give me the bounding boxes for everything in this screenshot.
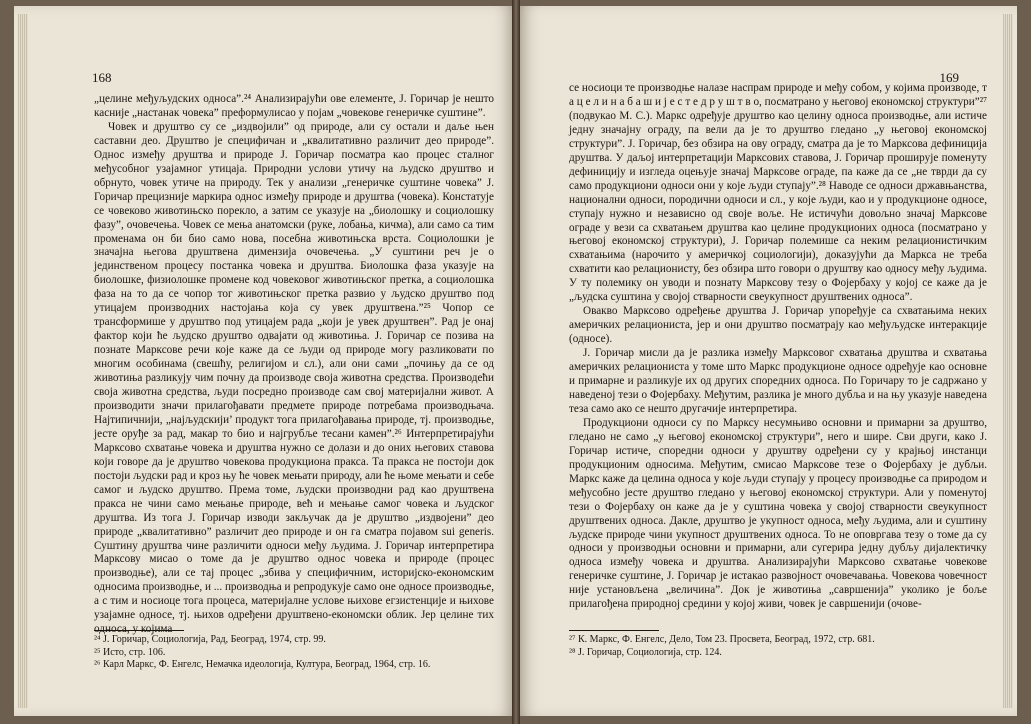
page-number: 169	[939, 70, 959, 85]
paragraph: Ј. Горичар мисли да је разлика између Марксовог схватања друштва и схватања америчких релациониста у томе што Маркс продукционе односе одређује као основне и примарне и разликује их од других споредних односа. По Горичару то је садржано у наведеној тези о Фојербаху. Међутим, разлика је много дубља и на њу указује наведена теза само ако се нешто другачије интерпретира.	[569, 347, 987, 415]
footnotes	[94, 634, 494, 672]
footnote-rule	[569, 630, 659, 631]
page-edge-right	[1003, 14, 1013, 708]
page-edge-left	[18, 14, 28, 708]
right-page	[517, 6, 1017, 716]
footnote: ²⁵ Исто, стр. 106.	[94, 646, 166, 658]
paragraph: Продукциони односи су по Марксу несумњиво основни и примарни за друштво, гледано не само „у његовој економској структури”, него и шире. Сви други, како Ј. Горичар истиче, споредни односи у друштву одређени су у крајњој инстанци продукционим односима. Међутим, смисао Марксове тезе о Фојербаху је дубљи. Маркс каже да целина односа у које људи ступају у процесу производње са природом и међусобно јесте друштво гледано у његовој економској структури. Али у поменутој тези о Фојербаху он каже да је у суштина човека у својој стварности свеукупност друштвених односа. Дакле, друштво је укупност односа, међу људима, али и суштину људске природе чини укупност друштвених односа. То не оповргава тезу о томе да су односи у производњи основни и примарни, али сугерира једну дубљу дијалектичку односа између човека и друштва. Анализирајући Марксово схватање човекове генеричке суштине, Ј. Горичар је истакао развојност очовечавања. Човекова човечност није установљена „величина”. Док је животиња „савршенија” уколико је боље прилагођена природној средини у којој живи, човек је савршенији (очове-	[569, 416, 987, 611]
paragraph: Овакво Марксово одређење друштва Ј. Горичар упоређује са схватањима неких америчких релациониста, јер и они друштво посматрају као међуљудске интеракције (односе).	[569, 305, 987, 346]
page-number: 168	[92, 70, 112, 85]
footnote: ²⁶ Карл Маркс, Ф. Енгелс, Немачка идеологија, Култура, Београд, 1964, стр. 16.	[94, 659, 431, 670]
paragraph: се носиоци те производње налазе наспрам природе и међу собом, у којима производе, т а ц е л и н а б а ш и ј е с т е д р у ш т в о, посматрано у његовој економској структури”²⁷ (подвукао М. С.). Маркс одређује друштво као целину односа производње, али истиче једну значајну ограду, па вели да је то друштво гледано „у његовој економској структури”. Ј. Горичар, без обзира на ову ограду, сматра да је то Марксова дефиниција друштва. У даљој интерпретацији Марксових ставова, Ј. Горичар проширује поменуту дефиницију и изглeда оцењује значај Марксове ограде, па каже да се „не тврди да су само продукциони односи они у које људи ступају”.²⁸ Наводе се односи државњанства, национални односи, породични односи и сл., у које људи, као и у продукционе односе, ступају нужно и независно од своје воље. Не истичући довољно значај Марксове ограде у вези са схватањем друштва као целине продукционих односа (посматрано у његовој економској структури), Ј. Горичар полемише са неким релационистичким схватањима (нарочито у америчкој социологији), доказујући да Маркса не треба схватити као релационисту, без обзира што говори о друштву као односу међу људима. У ту полемику он уводи и познату Марксову тезу о Фојербаху у којој се каже да је „људска суштина у својој стварности свеукупност друштвених односа”.	[569, 82, 987, 304]
paragraph: Човек и друштво су се „издвојили” од природе, али су остали и даље њен саставни део. Друштво је специфичан и „квалитативно различит део природе”. Однос између друштва и природе Ј. Горичар посматра као процес сталног међусобног узајамног утицаја. Природни услови утичу на људско друштво и обрнуто, човек утиче на природу. Тек у анализи „генеричке суштине човека” Ј. Горичар прецизније маркира однос између природе и друштва (човека). Констатује се човеково животињско порекло, а затим се указује на „биолошку и социолошку фазу”, очовечења. Човек се мења анатомски (руке, лобања, кичма), али само са тим променама он би био само нова, посебна животињска врста. Социолошки је значајна његова друштвена димензија очовечења. „У суштини реч је о јединственом процесу постанка човека и друштва. Биолошка фаза указује на биолошке, физиолошке промене код човековог животињског претка, а социолошка фаза на то да се чопор тог животињског претка развио у људско друштво под утицајем производних настојања која су увек друштвена.”²⁵ Чопор се трансформише у друштво под утицајем рада „који је увек друштвен”. Рад је онај фактор који ће људско друштво одвајати од животиња. Ј. Горичар се позива на познате Марксове речи које каже да се људи од природе могу разликовати по многим особинама (свешћу, религијом и сл.), али они сами „почињу да се од животиња разликују чим почну да производе своја животна средства. Производећи своја животна средства, људи посредно производе сам свој материјални живот. А производити значи прилагођавати предмете природе потребама производњача. Најтипичнији, „најљудскији’ продукт тога прилагођавања природе, тј. производње, јесте оруђе за рад, макар то био и најгрубље тесани камен”.²⁶ Интерпретирајући Марксово схватање човека и друштва нужно се долази и до оних његових ставова који говоре да је друштво човекова продукциона пракса. Та пракса не постоји док постоји људски рад и кроз њу ће човек мењати природу, али ће њоме мењати и себе самог и људско друштво. Према томе, људски производни рад као друштвена пракса не чини само мењање природе, већ и мењање самог човека и људског друштва. Из тога Ј. Горичар изводи закључак да је друштво „издвојени” део природе „квалитативно” различит део природе и он га сматра појавом sui generis. Суштину друштва чине различити односи међу људима. Ј. Горичар интерпретира Марксову мисао о томе да је друштво однос човека и природе (процес производње), али се тај процес „збива у специфичним, историјско-економским односима производње, и ... производња и репродукује само оне односе производње, а с тим и носиоце тога процеса, материјалне услове њихове егзистенције и њихове узајамне односе, тј. њихов одређени друштвено-економски облик. Јер целине тих	[94, 120, 494, 622]
body-text	[569, 82, 987, 612]
footnote: ²⁸ Ј. Горичар, Социологија, стр. 124.	[569, 646, 722, 658]
left-page	[14, 6, 516, 716]
footnotes	[569, 634, 987, 659]
body-text	[94, 93, 494, 637]
paragraph: „целине међуљудских односа”.²⁴ Анализирајући ове елементе, Ј. Горичар је нешто касније „настанак човека” преформулисао у појам „човекове генеричке суштине”.	[94, 93, 494, 119]
book-gutter	[512, 0, 520, 724]
footnote: ²⁷ К. Маркс, Ф. Енгелс, Дело, Том 23. Просвета, Београд, 1972, стр. 681.	[569, 634, 875, 645]
footnote: ²⁴ Ј. Горичар, Социологија, Рад, Београд, 1974, стр. 99.	[94, 634, 326, 645]
footnote-rule	[94, 630, 184, 631]
